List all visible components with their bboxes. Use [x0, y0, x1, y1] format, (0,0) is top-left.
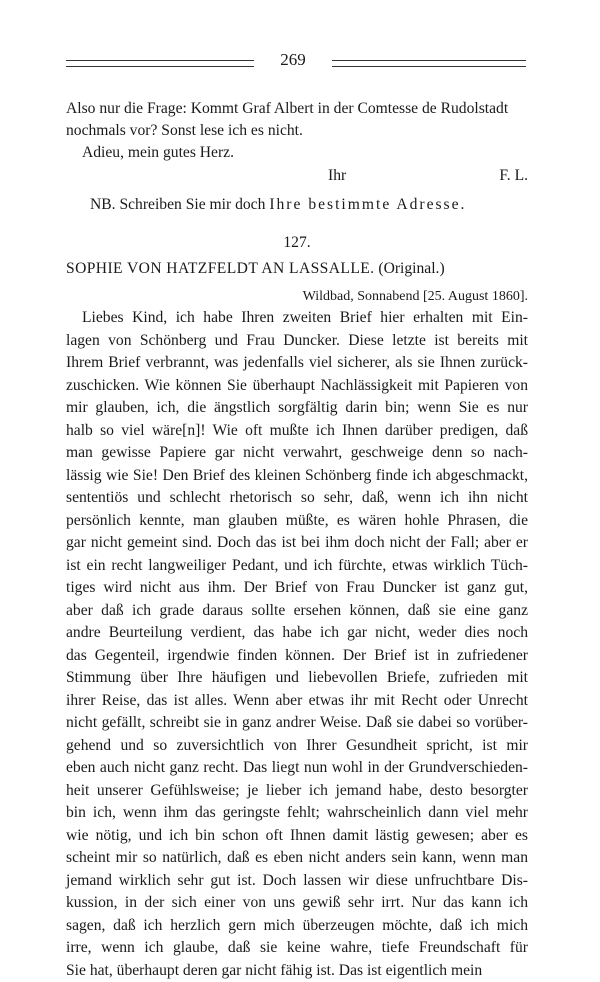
- postscript-text: NB. Schreiben Sie mir doch: [90, 196, 269, 213]
- letter-body-line: Ihrem Brief verbrannt, was jedenfalls viel sicherer, als sie Ihnen zurück-: [66, 352, 528, 375]
- letter-body-line: ist ein recht langweiliger Pedant, und ich fürchte, etwas wirklich Tüch-: [66, 555, 528, 578]
- letter-body-line: sagen, daß ich herzlich gern mich überzeugen möchte, daß ich mich: [66, 915, 528, 938]
- prev-letter-line-1: Also nur die Frage: Kommt Graf Albert in der Comtesse de Rudolstadt: [66, 98, 528, 121]
- letter-body-line: persönlich kennte, man glauben müßte, es wären hohle Phrasen, die: [66, 510, 528, 533]
- letter-body-line: andre Beurteilung verdient, das habe ich gar nicht, weder dies noch: [66, 622, 528, 645]
- prev-letter-line-2: nochmals vor? Sonst lese ich es nicht.: [66, 120, 528, 143]
- letter-number: 127.: [66, 232, 528, 255]
- letter-body-line: bin ich, wenn ihm das geringste fehlt; wahrscheinlich dann viel mehr: [66, 802, 528, 825]
- letter-body-line: scheint mir so natürlich, daß es eben nicht anders sein kann, wenn man: [66, 847, 528, 870]
- letter-body-line: ihrer Reise, das ist alles. Wenn aber etwas ihr mit Recht oder Unrecht: [66, 690, 528, 713]
- letter-body-line: gar nicht gemeint sind. Doch das ist bei ihm doch nicht der Fall; aber er: [66, 532, 528, 555]
- page-header: [66, 52, 526, 74]
- letter-heading-note: (Original.): [374, 260, 444, 277]
- letter-body-line: kussion, in der sich einer von uns gewiß sehr irrt. Nur das kann ich: [66, 892, 528, 915]
- postscript-spaced-text: Ihre bestimmte Adresse.: [269, 196, 466, 213]
- letter-body-line: mir glauben, ich, die ängstlich sorgfältig darin bin; wenn Sie es nur: [66, 397, 528, 420]
- letter-body-line: aber daß ich grade daraus sollte ersehen können, daß sie eine ganz: [66, 600, 528, 623]
- letter-body-line: irre, wenn ich glaube, daß sie keine wahre, tiefe Freundschaft für: [66, 937, 528, 960]
- letter-body-line: gehend und so zuversichtlich von Ihrer Gesundheit spricht, ist mir: [66, 735, 528, 758]
- letter-dateline: Wildbad, Sonnabend [25. August 1860].: [66, 286, 528, 309]
- letter-body-line: zuschicken. Wie können Sie überhaupt Nachlässigkeit mit Papieren von: [66, 375, 528, 398]
- letter-body-line: heit unserer Gefühlsweise; je lieber ich jemand habe, desto besorgter: [66, 780, 528, 803]
- letter-heading-text: SOPHIE VON HATZFELDT AN LASSALLE.: [66, 260, 374, 277]
- letter-body-line: Liebes Kind, ich habe Ihren zweiten Brief hier erhalten mit Ein-: [82, 307, 528, 330]
- page-number: 269: [256, 50, 330, 70]
- header-rule-left: [66, 60, 254, 67]
- prev-letter-closing: Ihr: [328, 165, 346, 188]
- letter-body-line: lagen von Schönberg und Frau Duncker. Diese letzte ist bereits mit: [66, 330, 528, 353]
- header-rule-right: [332, 60, 526, 67]
- letter-body-line: das Gegenteil, irgendwie finden können. Der Brief ist in zufriedener: [66, 645, 528, 668]
- prev-letter-farewell: Adieu, mein gutes Herz.: [82, 142, 544, 165]
- letter-body-line: wie nötig, und ich bin schon oft Ihnen damit lästig gewesen; aber es: [66, 825, 528, 848]
- letter-body-line: halb so viel wäre[n]! Wie oft mußte ich Ihnen darüber predigen, daß: [66, 420, 528, 443]
- letter-body-line: lässig wie Sie! Den Brief des kleinen Schönberg finde ich abgeschmackt,: [66, 465, 528, 488]
- letter-body-line: sententiös und schlecht rhetorisch so sehr, daß, wenn ich ihn nicht: [66, 487, 528, 510]
- letter-body-line: man gewisse Papiere gar nicht verwahrt, geschweige denn so nach-: [66, 442, 528, 465]
- letter-body-line: Stimmung über Ihre häufigen und liebevollen Briefe, zufrieden mit: [66, 667, 528, 690]
- prev-letter-initials: F. L.: [480, 165, 528, 188]
- letter-body-line: tiges wird nicht aus ihm. Der Brief von Frau Duncker ist ganz gut,: [66, 577, 528, 600]
- letter-body-line: eben auch nicht ganz recht. Das liegt nun wohl in der Grundverschieden-: [66, 757, 528, 780]
- letter-body-line: nicht gefällt, schreibt sie in ganz andrer Weise. Daß sie dabei so vorüber-: [66, 712, 528, 735]
- letter-heading: [66, 258, 528, 281]
- letter-body-line: Sie hat, überhaupt deren gar nicht fähig ist. Das ist eigentlich mein: [66, 960, 528, 982]
- prev-letter-postscript: [90, 194, 466, 217]
- letter-body-line: jemand wirklich sehr gut ist. Doch lassen wir diese unfruchtbare Dis-: [66, 870, 528, 893]
